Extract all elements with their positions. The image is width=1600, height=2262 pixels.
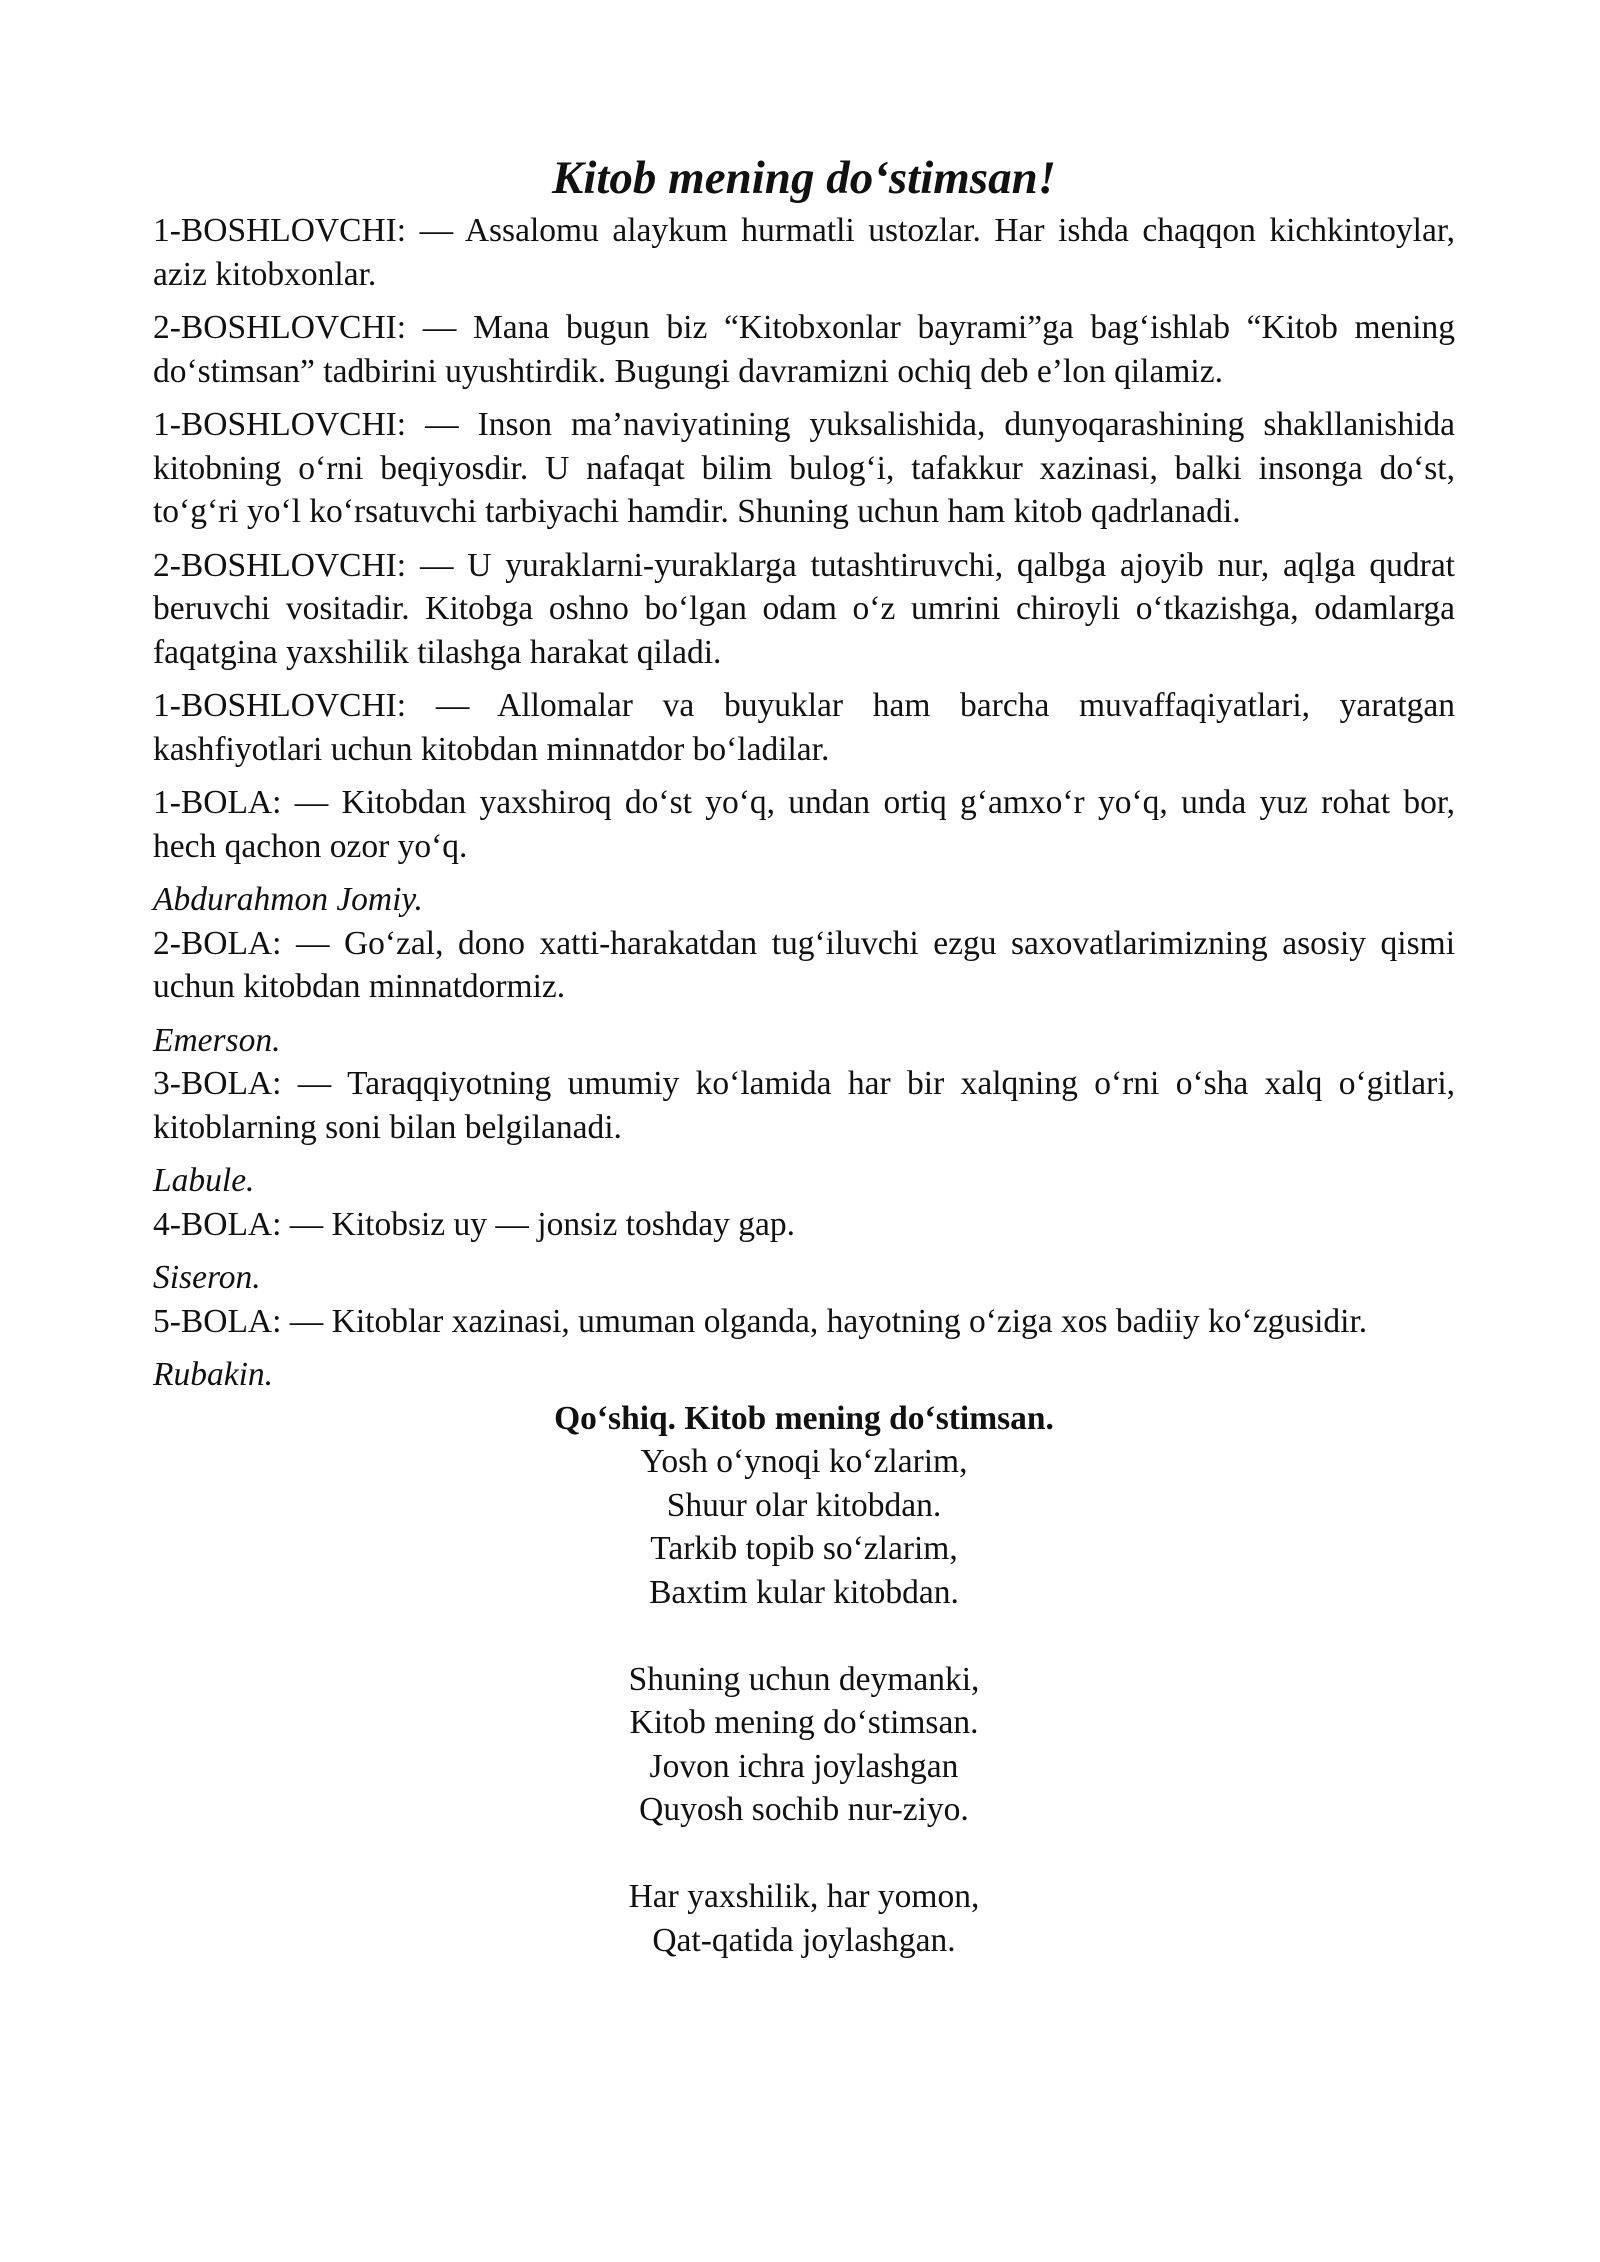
verse-line: Qat-qatida joylashgan.: [652, 1921, 956, 1959]
dialogue-section: [153, 209, 1455, 1397]
verse-line: Yosh o‘ynoqi ko‘zlarim,: [640, 1443, 968, 1480]
speech-paragraph: [153, 544, 1455, 675]
verse-line: Tarkib topib so‘zlarim,: [650, 1530, 958, 1567]
dialogue-block: [153, 1203, 1455, 1300]
speech-text: — Allomalar va buyuklar ham barcha muvaffaqiyatlari, yaratgan kashfiyotlari uchun kitobdan minnatdor bo‘ladilar.: [153, 687, 1455, 768]
verse-line: Kitob mening do‘stimsan.: [629, 1704, 979, 1741]
speech-text: — Inson ma’naviyatining yuksalishida, dunyoqarashining shakllanishida kitobning o‘rni beqiyosdir. U nafaqat bilim bulog‘i, tafakkur xazinasi, balki insonga do‘st, to‘g‘ri yo‘l ko‘rsatuvchi tarbiyachi hamdir. Shuning uchun ham kitob qadrlanadi.: [153, 406, 1455, 530]
speech-text: — Assalomu alaykum hurmatli ustozlar. Har ishda chaqqon kichkintoylar, aziz kitobxonlar.: [153, 212, 1456, 293]
speech-text: — Kitoblar xazinasi, umuman olganda, hayotning o‘ziga xos badiiy ko‘zgusidir.: [289, 1302, 1368, 1340]
speaker-label: 1-BOSHLOVCHI:: [153, 406, 407, 443]
dialogue-block: [153, 544, 1455, 675]
verse-line: Har yaxshilik, har yomon,: [628, 1878, 980, 1915]
song-title: Qo‘shiq. Kitob mening do‘stimsan.: [554, 1399, 1054, 1437]
song-stanza: [153, 1658, 1455, 1832]
verse-line: Baxtim kular kitobdan.: [649, 1573, 959, 1611]
speech-paragraph: [153, 922, 1455, 1009]
speech-paragraph: [153, 684, 1455, 771]
speech-text: — Mana bugun biz “Kitobxonlar bayrami”ga bag‘ishlab “Kitob mening do‘stimsan” tadbirini uyushtirdik. Bugungi davramizni ochiq deb e’lon qilamiz.: [153, 309, 1456, 390]
dialogue-block: [153, 684, 1455, 771]
speech-text: — U yuraklarni-yuraklarga tutashtiruvchi, qalbga ajoyib nur, aqlga qudrat beruvchi vositadir. Kitobga oshno bo‘lgan odam o‘z umrini chiroyli o‘tkazishga, odamlarga faqatgina yaxshilik tilashga harakat qiladi.: [153, 546, 1455, 671]
quote-author: Emerson.: [153, 1021, 281, 1059]
quote-author: Rubakin.: [153, 1356, 274, 1393]
quote-author: Labule.: [153, 1162, 255, 1199]
speech-paragraph: [153, 306, 1455, 393]
speaker-label: 3-BOLA:: [153, 1065, 282, 1102]
speech-paragraph: [153, 403, 1455, 534]
speaker-label: 5-BOLA:: [153, 1302, 282, 1340]
speech-text: — Kitobdan yaxshiroq do‘st yo‘q, undan ortiq g‘amxo‘r yo‘q, unda yuz rohat bor, hech qachon ozor yo‘q.: [153, 784, 1456, 865]
speaker-label: 1-BOSHLOVCHI:: [153, 687, 407, 724]
speaker-label: 2-BOSHLOVCHI:: [153, 546, 407, 584]
speaker-label: 1-BOLA:: [153, 784, 282, 821]
dialogue-block: [153, 1300, 1455, 1397]
document-content: [153, 150, 1455, 2006]
dialogue-block: [153, 306, 1455, 393]
quote-author: Siseron.: [153, 1259, 261, 1296]
quote-author: Abdurahmon Jomiy.: [153, 881, 423, 918]
dialogue-block: [153, 781, 1455, 922]
speech-paragraph: [153, 1203, 1455, 1247]
song-stanza: [153, 1875, 1455, 1962]
song-section: [153, 1397, 1455, 1963]
speech-paragraph: [153, 1062, 1455, 1149]
speaker-label: 4-BOLA:: [153, 1205, 282, 1243]
speech-text: — Kitobsiz uy — jonsiz toshday gap.: [289, 1205, 796, 1243]
speech-paragraph: [153, 209, 1455, 296]
verse-line: Shuning uchun deymanki,: [628, 1660, 980, 1698]
song-stanza: [153, 1440, 1455, 1614]
document-title: Kitob mening do‘stimsan!: [551, 152, 1057, 204]
dialogue-block: [153, 403, 1455, 534]
speaker-label: 2-BOSHLOVCHI:: [153, 309, 407, 346]
dialogue-block: [153, 922, 1455, 1063]
speech-text: — Taraqqiyotning umumiy ko‘lamida har bir xalqning o‘rni o‘sha xalq o‘gitlari, kitoblarning soni bilan belgilanadi.: [153, 1065, 1456, 1146]
speech-paragraph: [153, 781, 1455, 868]
speaker-label: 1-BOSHLOVCHI:: [153, 212, 407, 249]
speech-text: — Go‘zal, dono xatti-harakatdan tug‘iluvchi ezgu saxovatlarimizning asosiy qismi uchun kitobdan minnatdormiz.: [153, 924, 1455, 1005]
speech-paragraph: [153, 1300, 1455, 1344]
verse-line: Jovon ichra joylashgan: [649, 1747, 959, 1785]
dialogue-block: [153, 1062, 1455, 1203]
verse-line: Quyosh sochib nur-ziyo.: [639, 1791, 969, 1828]
dialogue-block: [153, 209, 1455, 296]
speaker-label: 2-BOLA:: [153, 924, 282, 962]
verse-line: Shuur olar kitobdan.: [666, 1486, 942, 1524]
